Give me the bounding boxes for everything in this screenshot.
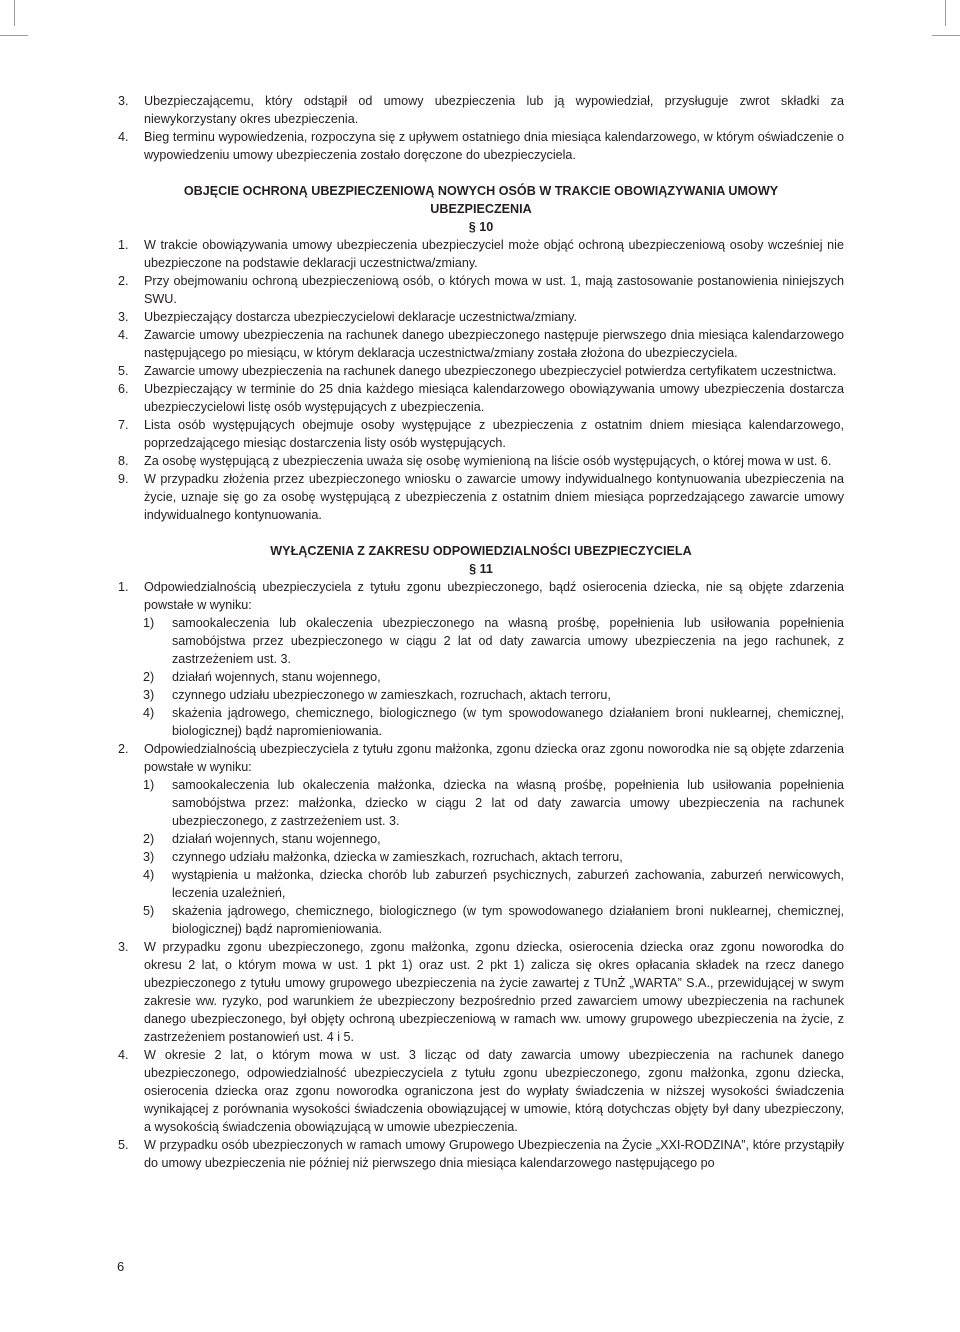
sub-list-item — [118, 704, 844, 740]
sub-item-number: 2) — [143, 670, 155, 684]
item-text: Zawarcie umowy ubezpieczenia na rachunek danego ubezpieczonego ubezpieczyciel potwierdza certyfikatem uczestnictwa. — [144, 364, 837, 378]
sub-item-number: 2) — [143, 832, 155, 846]
item-number: 9. — [118, 472, 129, 486]
list-item — [118, 362, 844, 380]
page-number: 6 — [117, 1259, 125, 1274]
item-text: Przy obejmowaniu ochroną ubezpieczeniową osób, o których mowa w ust. 1, mają zastosowanie postanowienia niniejszych SWU. — [144, 274, 844, 306]
sub-item-number: 1) — [143, 616, 155, 630]
paragraph-number: § 10 — [468, 220, 494, 234]
list-item — [118, 1046, 844, 1136]
list-item — [118, 452, 844, 470]
item-text: Bieg terminu wypowiedzenia, rozpoczyna się z upływem ostatniego dnia miesiąca kalendarzowego, w którym oświadczenie o wypowiedzeniu umowy ubezpieczenia zostało doręczone do ubezpieczyciela. — [144, 130, 844, 162]
item-text: W przypadku złożenia przez ubezpieczonego wniosku o zawarcie umowy indywidualnego kontynuowania ubezpieczenia na życie, uznaje się go za osobę występującą z ubezpieczenia z ostatnim dniem miesiąca poprzedzającego zawarcie umowy indywidualnego kontynuowania. — [144, 472, 844, 522]
item-number: 6. — [118, 382, 129, 396]
sub-list-item — [118, 902, 844, 938]
paragraph-number: § 11 — [469, 562, 493, 576]
sub-item-text: czynnego udziału ubezpieczonego w zamieszkach, rozruchach, aktach terroru, — [172, 688, 611, 702]
list-item — [118, 470, 844, 524]
list-item — [118, 578, 844, 614]
item-text: Ubezpieczający w terminie do 25 dnia każdego miesiąca kalendarzowego obowiązywania umowy ubezpieczenia dostarcza ubezpieczycielowi listę osób występujących z ubezpieczenia. — [144, 382, 844, 414]
sub-item-text: czynnego udziału małżonka, dziecka w zamieszkach, rozruchach, aktach terroru, — [172, 850, 623, 864]
list-item — [118, 92, 844, 128]
item-number: 3. — [118, 940, 129, 954]
list-item — [118, 1136, 844, 1172]
item-number: 2. — [118, 274, 129, 288]
sub-item-text: samookaleczenia lub okaleczenia ubezpieczonego na własną prośbę, popełnienia lub usiłowania popełnienia samobójstwa przez ubezpieczonego w ciągu 2 lat od daty zawarcia umowy ubezpieczenia na jego rachunek, z zastrzeżeniem ust. 3. — [172, 616, 844, 666]
item-text: Ubezpieczającemu, który odstąpił od umowy ubezpieczenia lub ją wypowiedział, przysługuje zwrot składki za niewykorzystany okres ubezpieczenia. — [144, 94, 844, 126]
crop-mark-top-right-h — [932, 35, 960, 36]
sub-list-item — [118, 830, 844, 848]
item-text: W przypadku osób ubezpieczonych w ramach umowy Grupowego Ubezpieczenia na Życie „XXI-RODZINA”, które przystąpiły do umowy ubezpieczenia nie później niż pierwszego dnia miesiąca kalendarzowego następującego po — [144, 1138, 844, 1170]
sub-item-text: wystąpienia u małżonka, dziecka chorób lub zaburzeń psychicznych, zaburzeń zachowania, zaburzeń nerwicowych, leczenia uzależnień, — [172, 868, 844, 900]
crop-mark-top-left — [14, 0, 15, 26]
sub-item-text: samookaleczenia lub okaleczenia małżonka, dziecka na własną prośbę, popełnienia lub usiłowania popełnienia samobójstwa przez: małżonka, dziecko w ciągu 2 lat od daty zawarcia umowy ubezpieczenia na rachunek ubezpieczonego, z zastrzeżeniem ust. 3. — [172, 778, 844, 828]
sub-item-number: 4) — [143, 868, 155, 882]
item-number: 7. — [118, 418, 129, 432]
crop-mark-top-right — [945, 0, 946, 26]
item-text: Lista osób występujących obejmuje osoby występujące z ubezpieczenia z ostatnim dniem miesiąca kalendarzowego, poprzedzającego miesiąc dostarczenia listy osób występujących. — [144, 418, 844, 450]
section-heading: WYŁĄCZENIA Z ZAKRESU ODPOWIEDZIALNOŚCI UBEZPIECZYCIELA — [270, 544, 692, 558]
sub-list-item — [118, 866, 844, 902]
sub-item-text: działań wojennych, stanu wojennego, — [172, 670, 381, 684]
sub-item-text: działań wojennych, stanu wojennego, — [172, 832, 381, 846]
sub-list-item — [118, 848, 844, 866]
crop-mark-top-left-h — [0, 35, 28, 36]
document-page — [118, 92, 844, 1172]
section-heading: OBJĘCIE OCHRONĄ UBEZPIECZENIOWĄ NOWYCH OSÓB W TRAKCIE OBOWIĄZYWANIA UMOWY UBEZPIECZENIA — [183, 184, 779, 216]
item-text: Ubezpieczający dostarcza ubezpieczycielowi deklaracje uczestnictwa/zmiany. — [144, 310, 578, 324]
list-item — [118, 272, 844, 308]
list-item — [118, 380, 844, 416]
item-number: 3. — [118, 310, 129, 324]
sub-list-item — [118, 686, 844, 704]
list-item — [118, 938, 844, 1046]
sub-item-text: skażenia jądrowego, chemicznego, biologicznego (w tym spowodowanego działaniem broni nuklearnej, chemicznej, biologicznej) bądź napromieniowania. — [172, 904, 844, 936]
list-item — [118, 326, 844, 362]
sub-item-number: 3) — [143, 688, 155, 702]
item-text: Odpowiedzialnością ubezpieczyciela z tytułu zgonu ubezpieczonego, bądź osierocenia dziecka, nie są objęte zdarzenia powstałe w wyniku: — [144, 580, 844, 612]
list-item — [118, 308, 844, 326]
item-text: Zawarcie umowy ubezpieczenia na rachunek danego ubezpieczonego następuje pierwszego dnia miesiąca kalendarzowego następującego po miesiącu, w którym deklaracja uczestnictwa/zmiany została złożona do ubezpieczyciela. — [144, 328, 844, 360]
sub-item-number: 4) — [143, 706, 155, 720]
item-number: 1. — [118, 580, 129, 594]
item-number: 4. — [118, 1048, 129, 1062]
item-number: 4. — [118, 130, 129, 144]
item-number: 5. — [118, 364, 129, 378]
item-number: 5. — [118, 1138, 129, 1152]
item-number: 4. — [118, 328, 129, 342]
sub-item-text: skażenia jądrowego, chemicznego, biologicznego (w tym spowodowanego działaniem broni nuklearnej, chemicznej, biologicznej) bądź napromieniowania. — [172, 706, 844, 738]
item-text: W okresie 2 lat, o którym mowa w ust. 3 licząc od daty zawarcia umowy ubezpieczenia na rachunek danego ubezpieczonego, odpowiedzialność ubezpieczyciela z tytułu zgonu ubezpieczonego, zgonu małżonka, zgonu dziecka, osierocenia dziecka oraz zgonu noworodka ograniczona jest do wypłaty świadczenia w niższej wysokości świadczenia wynikającej z porównania wysokości świadczenia obowiązującej w umowie, którą dotychczas objęty był dany ubezpieczony, a wysokością świadczenia obowiązującą w umowie ubezpieczenia. — [144, 1048, 844, 1134]
item-text: W trakcie obowiązywania umowy ubezpieczenia ubezpieczyciel może objąć ochroną ubezpieczeniową osoby wcześniej nie ubezpieczone na podstawie deklaracji uczestnictwa/zmiany. — [144, 238, 844, 270]
item-number: 3. — [118, 94, 129, 108]
item-number: 2. — [118, 742, 129, 756]
list-item — [118, 128, 844, 164]
list-item — [118, 236, 844, 272]
sub-list-item — [118, 776, 844, 830]
item-number: 8. — [118, 454, 129, 468]
item-number: 1. — [118, 238, 129, 252]
item-text: Odpowiedzialnością ubezpieczyciela z tytułu zgonu małżonka, zgonu dziecka oraz zgonu noworodka nie są objęte zdarzenia powstałe w wyniku: — [144, 742, 844, 774]
item-text: Za osobę występującą z ubezpieczenia uważa się osobę wymienioną na liście osób występujących, o której mowa w ust. 6. — [144, 454, 832, 468]
sub-item-number: 1) — [143, 778, 155, 792]
item-text: W przypadku zgonu ubezpieczonego, zgonu małżonka, zgonu dziecka, osierocenia dziecka oraz zgonu noworodka do okresu 2 lat, o którym mowa w ust. 1 pkt 1) oraz ust. 2 pkt 1) zalicza się okres opłacania składek na rzecz danego ubezpieczonego z tytułu umowy grupowego ubezpieczenia na życie zawartej z TUnŻ „WARTA” S.A., przewidującej w swym zakresie ww. ryzyko, pod warunkiem że ubezpieczony bezpośrednio przed zawarciem umowy ubezpieczenia na rachunek danego ubezpieczonego, był objęty ochroną ubezpieczeniową w ramach ww. umowy grupowego ubezpieczenia na życie, z zastrzeżeniem postanowień ust. 4 i 5. — [144, 940, 844, 1044]
sub-item-number: 3) — [143, 850, 155, 864]
list-item — [118, 416, 844, 452]
sub-list-item — [118, 614, 844, 668]
sub-item-number: 5) — [143, 904, 155, 918]
sub-list-item — [118, 668, 844, 686]
list-item — [118, 740, 844, 776]
